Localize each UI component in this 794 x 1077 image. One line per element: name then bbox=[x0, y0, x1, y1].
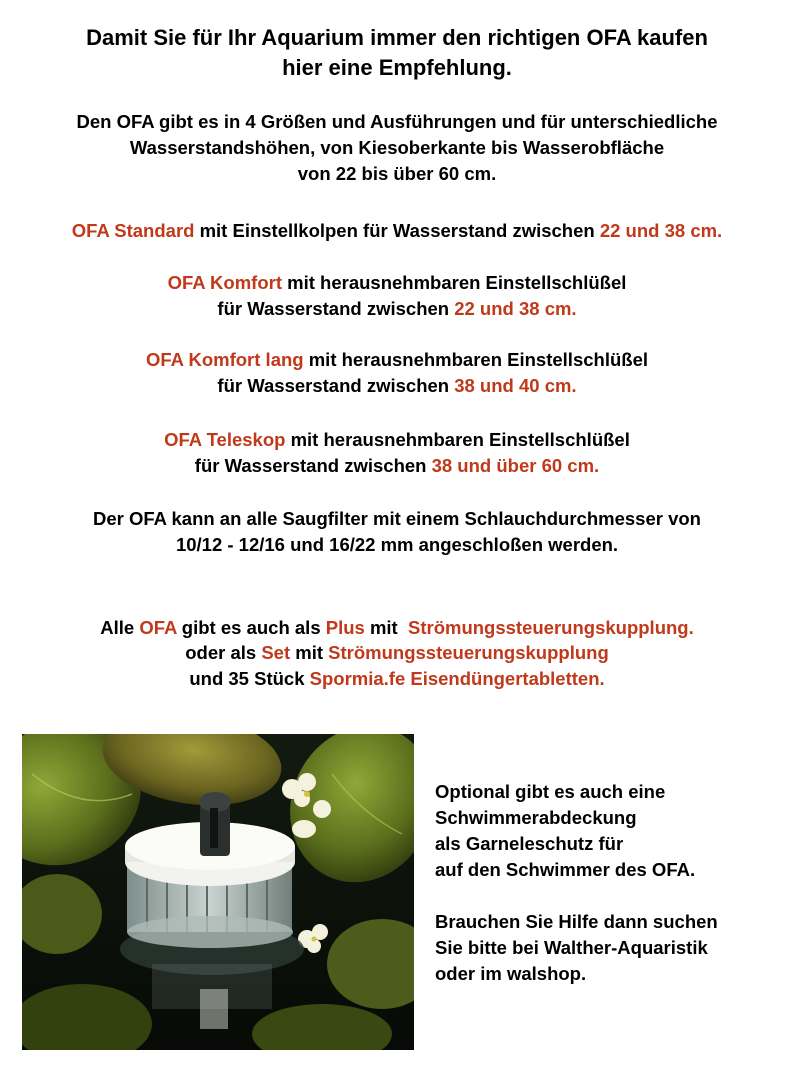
help-line-3: oder im walshop. bbox=[435, 963, 587, 984]
compat-line-1: Der OFA kann an alle Saugfilter mit einem Schlauchdurchmesser von bbox=[93, 508, 701, 529]
extras-text: mit bbox=[290, 642, 329, 663]
extras-tabletten: Spormia.fe Eisendüngertabletten. bbox=[309, 668, 605, 689]
model-komfort-lang-line-1 bbox=[0, 347, 794, 372]
compat-line-2: 10/12 - 12/16 und 16/22 mm angeschloßen werden. bbox=[175, 534, 619, 555]
model-komfort-text2: für Wasserstand zwischen bbox=[217, 298, 455, 319]
extras-text: mit bbox=[364, 617, 408, 638]
extras-plus: Plus bbox=[325, 617, 365, 638]
intro-line-3: von 22 bis über 60 cm. bbox=[297, 163, 497, 184]
extras-text: Alle bbox=[100, 617, 140, 638]
model-komfort-lang-range: 38 und 40 cm. bbox=[454, 375, 577, 396]
extras-text: gibt es auch als bbox=[176, 617, 326, 638]
model-teleskop-name: OFA Teleskop bbox=[164, 429, 286, 450]
model-standard-name: OFA Standard bbox=[71, 220, 195, 241]
intro-line-2: Wasserstandshöhen, von Kiesoberkante bis Wasserobfläche bbox=[129, 137, 665, 158]
model-komfort-lang-name: OFA Komfort lang bbox=[146, 349, 304, 370]
model-standard-range: 22 und 38 cm. bbox=[599, 220, 723, 241]
product-photo bbox=[22, 734, 414, 1050]
model-teleskop-range: 38 und über 60 cm. bbox=[431, 455, 600, 476]
side-line-4: auf den Schwimmer des OFA. bbox=[435, 859, 696, 880]
model-standard-text: mit Einstellkolpen für Wasserstand zwischen bbox=[194, 220, 600, 241]
model-komfort-lang-line-2 bbox=[0, 373, 794, 398]
model-teleskop-text1: mit herausnehmbaren Einstellschlüßel bbox=[285, 429, 630, 450]
extras-text: und 35 Stück bbox=[189, 668, 310, 689]
heading-line-1: Damit Sie für Ihr Aquarium immer den richtigen OFA kaufen bbox=[86, 25, 708, 50]
intro-line-1: Den OFA gibt es in 4 Größen und Ausführungen und für unterschiedliche bbox=[76, 111, 718, 132]
model-komfort-line-2 bbox=[0, 296, 794, 321]
product-photo-illustration bbox=[22, 734, 414, 1050]
extras-text: oder als bbox=[185, 642, 262, 663]
extras-ofa: OFA bbox=[139, 617, 177, 638]
model-komfort-lang-text2: für Wasserstand zwischen bbox=[217, 375, 455, 396]
extras-kupplung: Strömungssteuerungskupplung. bbox=[408, 617, 694, 638]
extras-line-1 bbox=[0, 615, 794, 640]
help-line-2: Sie bitte bei Walther-Aquaristik bbox=[435, 937, 708, 958]
extras-kupplung: Strömungssteuerungskupplung bbox=[328, 642, 609, 663]
side-line-1: Optional gibt es auch eine bbox=[435, 781, 666, 802]
side-line-2: Schwimmerabdeckung bbox=[435, 807, 637, 828]
model-standard bbox=[0, 218, 794, 243]
model-komfort-line-1 bbox=[0, 270, 794, 295]
heading-line-2: hier eine Empfehlung. bbox=[282, 55, 512, 80]
extras-set: Set bbox=[261, 642, 291, 663]
side-line-3: als Garneleschutz für bbox=[435, 833, 624, 854]
extras-line-2 bbox=[0, 640, 794, 665]
extras-line-3 bbox=[0, 666, 794, 691]
model-komfort-lang-text1: mit herausnehmbaren Einstellschlüßel bbox=[303, 349, 648, 370]
model-komfort-range: 22 und 38 cm. bbox=[454, 298, 577, 319]
model-komfort-text1: mit herausnehmbaren Einstellschlüßel bbox=[282, 272, 627, 293]
model-teleskop-text2: für Wasserstand zwischen bbox=[194, 455, 432, 476]
help-line-1: Brauchen Sie Hilfe dann suchen bbox=[435, 911, 718, 932]
model-teleskop-line-1 bbox=[0, 427, 794, 452]
model-komfort-name: OFA Komfort bbox=[167, 272, 282, 293]
model-teleskop-line-2 bbox=[0, 453, 794, 478]
